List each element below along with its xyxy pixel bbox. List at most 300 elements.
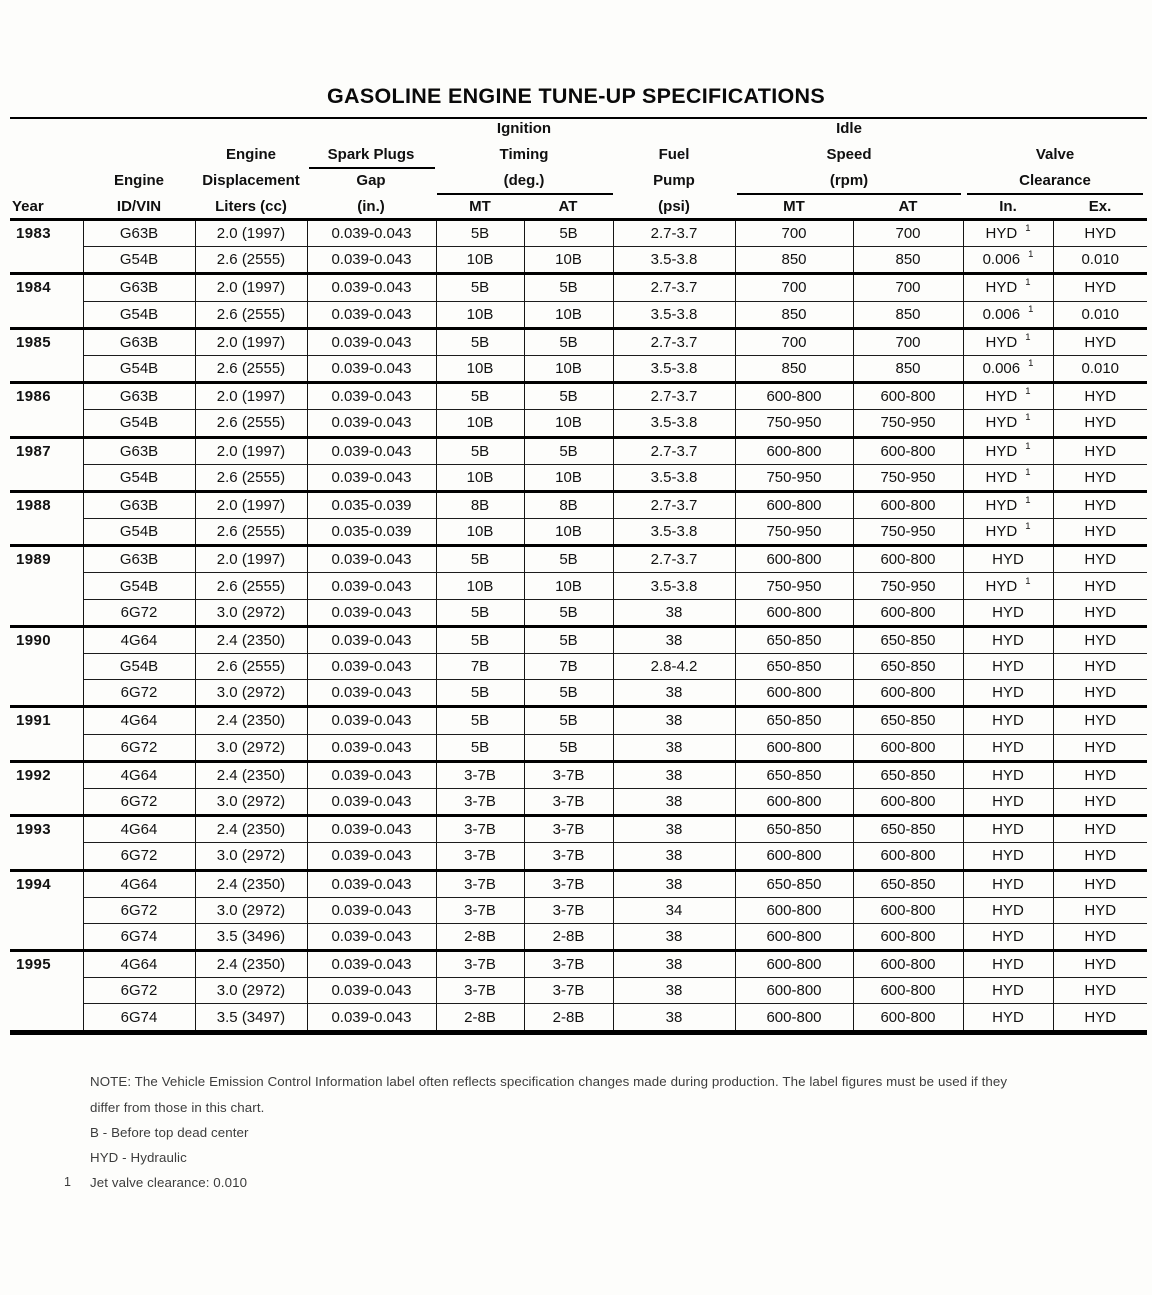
cell-engine-id: G63B [83, 546, 195, 573]
cell-idle-mt: 600-800 [735, 897, 853, 923]
cell-year: 1988 [10, 491, 83, 545]
cell-engine-id: G54B [83, 573, 195, 599]
cell-timing-mt: 2-8B [436, 923, 524, 950]
cell-idle-mt: 750-950 [735, 519, 853, 546]
cell-fuel-pump: 3.5-3.8 [613, 573, 735, 599]
cell-valve-in [963, 599, 1053, 626]
cell-engine-id: G63B [83, 383, 195, 410]
cell-gap: 0.039-0.043 [307, 626, 436, 653]
header-valve-line2: Clearance [1019, 172, 1091, 189]
footnote-ref: 1 [1025, 277, 1031, 289]
footnote-ref: 1 [1025, 223, 1031, 235]
cell-fuel-pump: 38 [613, 626, 735, 653]
valve-value: 0.010 [1081, 251, 1120, 269]
valve-value: HYD [1084, 738, 1117, 756]
cell-valve-in [963, 546, 1053, 573]
cell-engine-id: 4G64 [83, 761, 195, 788]
cell-valve-ex [1053, 491, 1147, 518]
ignition-timing-underline [437, 193, 613, 195]
cell-idle-at: 750-950 [853, 464, 963, 491]
cell-idle-at: 750-950 [853, 519, 963, 546]
cell-valve-in [963, 437, 1053, 464]
valve-value: HYD [992, 684, 1024, 702]
cell-valve-in [963, 761, 1053, 788]
valve-value: HYD [985, 496, 1018, 514]
cell-idle-mt: 600-800 [735, 546, 853, 573]
cell-fuel-pump: 2.7-3.7 [613, 220, 735, 247]
header-valve-in: In. [999, 198, 1017, 215]
cell-valve-ex [1053, 897, 1147, 923]
cell-gap: 0.039-0.043 [307, 816, 436, 843]
cell-idle-mt: 600-800 [735, 680, 853, 707]
cell-timing-mt: 7B [436, 654, 524, 680]
valve-value: HYD [992, 1008, 1024, 1026]
cell-idle-at: 650-850 [853, 761, 963, 788]
cell-timing-at: 5B [524, 274, 613, 301]
cell-timing-at: 3-7B [524, 761, 613, 788]
cell-fuel-pump: 38 [613, 599, 735, 626]
cell-displacement: 2.6 (2555) [195, 301, 307, 328]
cell-gap: 0.039-0.043 [307, 220, 436, 247]
cell-displacement: 2.6 (2555) [195, 654, 307, 680]
cell-engine-id: 4G64 [83, 626, 195, 653]
cell-gap: 0.039-0.043 [307, 923, 436, 950]
cell-engine-id: 6G72 [83, 788, 195, 815]
footnote-ref: 1 [1025, 440, 1031, 452]
spark-plugs-underline [309, 167, 435, 169]
cell-displacement: 2.0 (1997) [195, 274, 307, 301]
cell-timing-at: 10B [524, 573, 613, 599]
valve-value: HYD [992, 847, 1024, 865]
valve-value: HYD [992, 658, 1024, 676]
cell-timing-at: 3-7B [524, 843, 613, 870]
cell-idle-mt: 750-950 [735, 410, 853, 437]
header-spark-line2: Gap [356, 172, 386, 189]
valve-value: HYD [992, 875, 1024, 893]
spec-row [10, 355, 1147, 382]
cell-timing-mt: 2-8B [436, 1004, 524, 1032]
cell-valve-in [963, 1004, 1053, 1032]
cell-engine-id: G63B [83, 274, 195, 301]
spec-row [10, 951, 1147, 978]
footnote-ref: 1 [1025, 466, 1031, 478]
note-line2: differ from those in this chart. [90, 1100, 265, 1115]
header-year: Year [12, 198, 44, 215]
cell-fuel-pump: 38 [613, 788, 735, 815]
valve-value: HYD [1084, 442, 1117, 460]
cell-displacement: 2.6 (2555) [195, 573, 307, 599]
cell-engine-id: G54B [83, 654, 195, 680]
header-displacement-line1: Engine [225, 146, 277, 163]
cell-timing-at: 10B [524, 464, 613, 491]
spec-row [10, 761, 1147, 788]
cell-idle-at: 600-800 [853, 437, 963, 464]
cell-fuel-pump: 2.7-3.7 [613, 274, 735, 301]
cell-timing-mt: 5B [436, 626, 524, 653]
valve-value: HYD [1084, 712, 1117, 730]
spec-row [10, 897, 1147, 923]
cell-engine-id: 4G64 [83, 870, 195, 897]
spec-row [10, 978, 1147, 1004]
cell-idle-mt: 600-800 [735, 951, 853, 978]
spec-row [10, 247, 1147, 274]
cell-valve-ex [1053, 355, 1147, 382]
cell-displacement: 2.6 (2555) [195, 247, 307, 274]
cell-gap: 0.039-0.043 [307, 573, 436, 599]
cell-valve-in [963, 301, 1053, 328]
spec-row [10, 383, 1147, 410]
footnote-marker: 1 [64, 1175, 71, 1189]
cell-fuel-pump: 3.5-3.8 [613, 519, 735, 546]
cell-timing-at: 3-7B [524, 897, 613, 923]
cell-gap: 0.039-0.043 [307, 1004, 436, 1032]
spec-row [10, 410, 1147, 437]
valve-value: HYD [1084, 1008, 1117, 1026]
cell-engine-id: 6G74 [83, 1004, 195, 1032]
valve-value: HYD [1084, 414, 1117, 432]
cell-timing-mt: 5B [436, 437, 524, 464]
cell-timing-at: 3-7B [524, 788, 613, 815]
cell-gap: 0.039-0.043 [307, 951, 436, 978]
spec-row [10, 734, 1147, 761]
header-ignition-line3: (deg.) [503, 172, 545, 189]
cell-engine-id: G54B [83, 247, 195, 274]
spec-row [10, 843, 1147, 870]
cell-timing-at: 10B [524, 410, 613, 437]
cell-valve-ex [1053, 626, 1147, 653]
header-idle-line1: Idle [836, 120, 862, 137]
spec-row [10, 220, 1147, 247]
cell-timing-at: 3-7B [524, 816, 613, 843]
cell-idle-at: 850 [853, 301, 963, 328]
valve-value: HYD [992, 603, 1024, 621]
cell-engine-id: G54B [83, 519, 195, 546]
cell-displacement: 2.6 (2555) [195, 519, 307, 546]
cell-timing-at: 10B [524, 355, 613, 382]
cell-valve-in [963, 843, 1053, 870]
cell-fuel-pump: 38 [613, 923, 735, 950]
page-title: GASOLINE ENGINE TUNE-UP SPECIFICATIONS [327, 84, 825, 108]
valve-value: HYD [1084, 279, 1117, 297]
cell-timing-at: 3-7B [524, 870, 613, 897]
cell-idle-mt: 600-800 [735, 843, 853, 870]
cell-idle-at: 850 [853, 247, 963, 274]
cell-displacement: 3.0 (2972) [195, 734, 307, 761]
header-timing-at: AT [558, 198, 578, 215]
cell-fuel-pump: 3.5-3.8 [613, 410, 735, 437]
spec-row [10, 519, 1147, 546]
cell-idle-mt: 650-850 [735, 870, 853, 897]
cell-engine-id: 6G72 [83, 734, 195, 761]
cell-idle-mt: 850 [735, 247, 853, 274]
header-fuel-line3: (psi) [658, 198, 690, 215]
cell-engine-id: G54B [83, 301, 195, 328]
valve-value: HYD [1084, 551, 1117, 569]
cell-valve-in [963, 707, 1053, 734]
header-fuel-line1: Fuel [658, 146, 690, 163]
cell-gap: 0.039-0.043 [307, 328, 436, 355]
cell-idle-at: 650-850 [853, 816, 963, 843]
valve-value: HYD [1084, 684, 1117, 702]
valve-value: HYD [1084, 658, 1117, 676]
cell-engine-id: G63B [83, 328, 195, 355]
valve-value: HYD [1084, 225, 1117, 243]
cell-timing-at: 10B [524, 519, 613, 546]
cell-timing-at: 3-7B [524, 978, 613, 1004]
cell-displacement: 2.0 (1997) [195, 220, 307, 247]
cell-year: 1993 [10, 816, 83, 870]
cell-valve-in [963, 978, 1053, 1004]
cell-timing-mt: 10B [436, 301, 524, 328]
cell-valve-ex [1053, 951, 1147, 978]
spec-row [10, 870, 1147, 897]
cell-displacement: 3.0 (2972) [195, 680, 307, 707]
cell-valve-ex [1053, 816, 1147, 843]
header-timing-mt: MT [469, 198, 491, 215]
spec-row [10, 680, 1147, 707]
header-top-rule [10, 117, 1147, 119]
cell-valve-ex [1053, 274, 1147, 301]
valve-value: HYD [1084, 388, 1117, 406]
cell-year: 1992 [10, 761, 83, 815]
cell-valve-in [963, 355, 1053, 382]
cell-gap: 0.039-0.043 [307, 978, 436, 1004]
cell-idle-at: 700 [853, 274, 963, 301]
header-engine-id-line2: ID/VIN [116, 198, 162, 215]
cell-engine-id: G54B [83, 464, 195, 491]
valve-value: HYD [1084, 875, 1117, 893]
footnote-ref: 1 [1025, 494, 1031, 506]
cell-valve-in [963, 870, 1053, 897]
valve-value: 0.006 [982, 360, 1021, 378]
valve-value: HYD [985, 333, 1018, 351]
spec-row [10, 301, 1147, 328]
cell-valve-ex [1053, 870, 1147, 897]
cell-idle-at: 600-800 [853, 788, 963, 815]
cell-idle-at: 850 [853, 355, 963, 382]
cell-fuel-pump: 3.5-3.8 [613, 355, 735, 382]
valve-value: HYD [985, 523, 1018, 541]
cell-displacement: 3.0 (2972) [195, 843, 307, 870]
cell-timing-mt: 3-7B [436, 951, 524, 978]
footnote-text: Jet valve clearance: 0.010 [90, 1175, 248, 1190]
cell-fuel-pump: 2.7-3.7 [613, 383, 735, 410]
cell-gap: 0.039-0.043 [307, 274, 436, 301]
cell-idle-at: 600-800 [853, 923, 963, 950]
footnote-ref: 1 [1025, 412, 1031, 424]
cell-displacement: 3.0 (2972) [195, 599, 307, 626]
valve-value: 0.010 [1081, 360, 1120, 378]
cell-fuel-pump: 2.7-3.7 [613, 328, 735, 355]
cell-idle-mt: 600-800 [735, 734, 853, 761]
cell-timing-at: 5B [524, 220, 613, 247]
spec-row [10, 491, 1147, 518]
header-valve-ex: Ex. [1088, 198, 1112, 215]
spec-row [10, 816, 1147, 843]
cell-engine-id: 6G74 [83, 923, 195, 950]
cell-timing-mt: 3-7B [436, 816, 524, 843]
cell-valve-ex [1053, 923, 1147, 950]
cell-valve-ex [1053, 978, 1147, 1004]
cell-timing-at: 5B [524, 599, 613, 626]
cell-gap: 0.039-0.043 [307, 707, 436, 734]
cell-valve-in [963, 328, 1053, 355]
cell-idle-mt: 600-800 [735, 1004, 853, 1032]
valve-value: HYD [1084, 577, 1117, 595]
valve-value: HYD [1084, 901, 1117, 919]
cell-timing-mt: 10B [436, 410, 524, 437]
cell-idle-at: 600-800 [853, 897, 963, 923]
cell-fuel-pump: 3.5-3.8 [613, 247, 735, 274]
cell-fuel-pump: 2.8-4.2 [613, 654, 735, 680]
spec-row [10, 1004, 1147, 1032]
cell-valve-in [963, 951, 1053, 978]
cell-displacement: 2.0 (1997) [195, 328, 307, 355]
cell-year: 1984 [10, 274, 83, 328]
valve-value: HYD [1084, 523, 1117, 541]
cell-engine-id: 4G64 [83, 816, 195, 843]
cell-fuel-pump: 3.5-3.8 [613, 464, 735, 491]
cell-idle-mt: 600-800 [735, 383, 853, 410]
cell-timing-at: 5B [524, 383, 613, 410]
spec-row [10, 707, 1147, 734]
cell-fuel-pump: 34 [613, 897, 735, 923]
spec-row [10, 923, 1147, 950]
spec-table-body [10, 220, 1147, 1033]
cell-displacement: 2.4 (2350) [195, 870, 307, 897]
cell-idle-mt: 750-950 [735, 464, 853, 491]
cell-valve-ex [1053, 301, 1147, 328]
cell-gap: 0.039-0.043 [307, 680, 436, 707]
cell-timing-at: 3-7B [524, 951, 613, 978]
cell-timing-at: 5B [524, 328, 613, 355]
cell-idle-at: 600-800 [853, 978, 963, 1004]
cell-timing-at: 5B [524, 707, 613, 734]
cell-valve-ex [1053, 464, 1147, 491]
cell-timing-mt: 5B [436, 599, 524, 626]
valve-value: HYD [1084, 333, 1117, 351]
cell-gap: 0.035-0.039 [307, 491, 436, 518]
footnote-ref: 1 [1025, 386, 1031, 398]
cell-idle-at: 700 [853, 328, 963, 355]
spec-row [10, 654, 1147, 680]
cell-idle-at: 600-800 [853, 491, 963, 518]
cell-displacement: 2.0 (1997) [195, 546, 307, 573]
cell-displacement: 3.5 (3497) [195, 1004, 307, 1032]
cell-idle-at: 600-800 [853, 599, 963, 626]
cell-timing-at: 7B [524, 654, 613, 680]
cell-valve-in [963, 410, 1053, 437]
header-fuel-line2: Pump [653, 172, 695, 189]
cell-valve-ex [1053, 734, 1147, 761]
cell-timing-mt: 3-7B [436, 788, 524, 815]
idle-speed-underline [737, 193, 961, 195]
cell-gap: 0.039-0.043 [307, 355, 436, 382]
cell-gap: 0.039-0.043 [307, 870, 436, 897]
cell-fuel-pump: 38 [613, 680, 735, 707]
cell-engine-id: 4G64 [83, 707, 195, 734]
cell-engine-id: 6G72 [83, 599, 195, 626]
valve-value: 0.006 [982, 305, 1021, 323]
spec-row [10, 274, 1147, 301]
header-displacement-line3: Liters (cc) [215, 198, 287, 215]
valve-value: HYD [985, 468, 1018, 486]
spec-row [10, 437, 1147, 464]
cell-timing-mt: 5B [436, 274, 524, 301]
footnote-ref: 1 [1025, 331, 1031, 343]
cell-engine-id: G54B [83, 410, 195, 437]
cell-timing-at: 2-8B [524, 923, 613, 950]
footnote-ref: 1 [1025, 521, 1031, 533]
valve-value: HYD [1084, 793, 1117, 811]
cell-idle-mt: 600-800 [735, 437, 853, 464]
cell-displacement: 2.6 (2555) [195, 464, 307, 491]
cell-idle-mt: 600-800 [735, 599, 853, 626]
cell-timing-at: 2-8B [524, 1004, 613, 1032]
cell-idle-at: 600-800 [853, 734, 963, 761]
cell-gap: 0.039-0.043 [307, 654, 436, 680]
cell-timing-mt: 10B [436, 464, 524, 491]
cell-year: 1994 [10, 870, 83, 951]
cell-displacement: 3.0 (2972) [195, 788, 307, 815]
cell-timing-mt: 5B [436, 220, 524, 247]
cell-engine-id: G63B [83, 437, 195, 464]
cell-idle-at: 650-850 [853, 870, 963, 897]
valve-value: HYD [985, 388, 1018, 406]
spec-table [10, 218, 1147, 1035]
footnote-ref: 1 [1028, 358, 1034, 370]
cell-valve-in [963, 897, 1053, 923]
spec-row [10, 328, 1147, 355]
footnote-ref: 1 [1028, 249, 1034, 261]
cell-idle-mt: 700 [735, 274, 853, 301]
valve-value: HYD [992, 821, 1024, 839]
cell-engine-id: 6G72 [83, 680, 195, 707]
cell-gap: 0.039-0.043 [307, 734, 436, 761]
spec-row [10, 573, 1147, 599]
cell-gap: 0.039-0.043 [307, 599, 436, 626]
cell-timing-mt: 5B [436, 734, 524, 761]
header-ignition-line2: Timing [499, 146, 549, 163]
valve-value: HYD [992, 551, 1024, 569]
cell-year: 1985 [10, 328, 83, 382]
valve-value: HYD [1084, 496, 1117, 514]
cell-gap: 0.039-0.043 [307, 788, 436, 815]
cell-gap: 0.039-0.043 [307, 410, 436, 437]
valve-value: HYD [985, 577, 1018, 595]
cell-fuel-pump: 38 [613, 978, 735, 1004]
footnote-ref: 1 [1025, 575, 1031, 587]
cell-fuel-pump: 38 [613, 1004, 735, 1032]
header-idle-line3: (rpm) [829, 172, 869, 189]
cell-valve-in [963, 788, 1053, 815]
cell-idle-at: 600-800 [853, 843, 963, 870]
cell-valve-in [963, 491, 1053, 518]
cell-gap: 0.039-0.043 [307, 464, 436, 491]
abbrev-b: B - Before top dead center [90, 1125, 249, 1140]
cell-displacement: 2.4 (2350) [195, 626, 307, 653]
valve-value: HYD [1084, 847, 1117, 865]
cell-valve-ex [1053, 1004, 1147, 1032]
cell-valve-ex [1053, 599, 1147, 626]
valve-value: HYD [992, 738, 1024, 756]
cell-valve-in [963, 220, 1053, 247]
cell-timing-mt: 3-7B [436, 978, 524, 1004]
cell-timing-mt: 10B [436, 355, 524, 382]
cell-valve-in [963, 654, 1053, 680]
cell-gap: 0.035-0.039 [307, 519, 436, 546]
valve-value: HYD [1084, 603, 1117, 621]
